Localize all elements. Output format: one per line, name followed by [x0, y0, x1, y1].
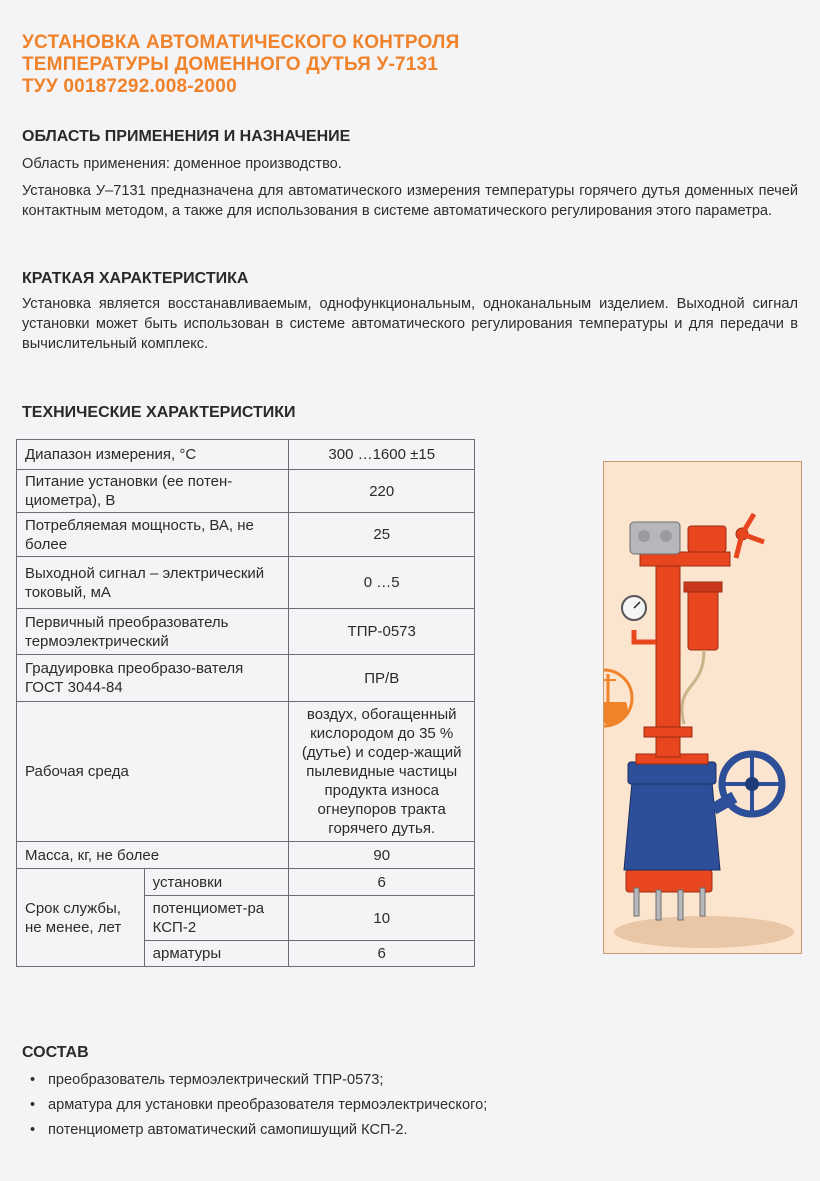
- list-item: [30, 1093, 487, 1118]
- spec-label: Рабочая среда: [17, 702, 289, 842]
- scope-paragraph-1: Область применения: доменное производство.: [22, 156, 342, 172]
- service-item-value: 6: [289, 941, 475, 967]
- bullet-icon: •: [30, 1122, 36, 1138]
- table-row: [17, 557, 475, 609]
- tech-spec-table: [16, 439, 475, 967]
- filter-cylinder: [688, 590, 718, 650]
- spec-value: 0 …5: [289, 557, 475, 609]
- actuator-block: [688, 526, 726, 552]
- list-item: [30, 1068, 487, 1093]
- temperature-symbol-icon: [604, 670, 632, 726]
- spec-label: Потребляемая мощность, ВА, не более: [17, 513, 289, 557]
- list-item-text: преобразователь термоэлектрический ТПР-0573;: [48, 1072, 384, 1088]
- composition-heading: СОСТАВ: [22, 1044, 89, 1061]
- spec-value: 25: [289, 513, 475, 557]
- spec-label: Выходной сигнал – электрический токовый, мА: [17, 557, 289, 609]
- table-row: [17, 513, 475, 557]
- scope-heading: ОБЛАСТЬ ПРИМЕНЕНИЯ И НАЗНАЧЕНИЕ: [22, 128, 351, 145]
- table-row: [17, 655, 475, 702]
- list-item: [30, 1118, 487, 1143]
- list-item-text: потенциометр автоматический самопишущий КСП-2.: [48, 1122, 408, 1138]
- bullet-icon: •: [30, 1072, 36, 1088]
- table-row: [17, 869, 475, 896]
- tech-heading: ТЕХНИЧЕСКИЕ ХАРАКТЕРИСТИКИ: [22, 404, 296, 421]
- spec-label: Градуировка преобразо-вателя ГОСТ 3044-84: [17, 655, 289, 702]
- spec-value: ПР/В: [289, 655, 475, 702]
- valve-body: [624, 782, 720, 870]
- list-item-text: арматура для установки преобразователя термоэлектрического;: [48, 1097, 488, 1113]
- spec-label: Масса, кг, не более: [17, 842, 289, 869]
- handwheel: [711, 754, 782, 814]
- spec-label: Питание установки (ее потен-циометра), В: [17, 470, 289, 513]
- spec-value: воздух, обогащенный кислородом до 35 % (дутье) и содер-жащий пылевидные частицы продукта износа огнеупоров тракта горячего дутья.: [289, 702, 475, 842]
- service-item-label: установки: [144, 869, 289, 896]
- service-item-value: 6: [289, 869, 475, 896]
- spec-label: Диапазон измерения, °С: [17, 440, 289, 470]
- spec-value: 90: [289, 842, 475, 869]
- title-line-2: ТЕМПЕРАТУРЫ ДОМЕННОГО ДУТЬЯ У-7131: [22, 54, 439, 75]
- gauge-pipe: [634, 630, 656, 642]
- bullet-icon: •: [30, 1097, 36, 1113]
- table-row: [17, 702, 475, 842]
- spec-value: 300 …1600 ±15: [289, 440, 475, 470]
- service-item-label: арматуры: [144, 941, 289, 967]
- brief-heading: КРАТКАЯ ХАРАКТЕРИСТИКА: [22, 270, 249, 287]
- title-line-3: ТУУ 00187292.008-2000: [22, 76, 237, 97]
- valve-top-flange: [628, 762, 716, 784]
- thermocouple-head: [630, 522, 680, 554]
- table-row: [17, 842, 475, 869]
- document-title: [22, 32, 459, 98]
- service-item-value: 10: [289, 896, 475, 941]
- service-life-label: Срок службы, не менее, лет: [17, 869, 145, 967]
- brief-paragraph: Установка является восстанавливаемым, однофункциональным, одноканальным изделием. Выходной сигнал установки может быть использован в системе автоматического регулирования температуры и для передачи в вычислительный комплекс.: [22, 296, 798, 352]
- pipe-collar: [644, 727, 692, 737]
- thermocouple-assembly-illustration: [604, 462, 801, 953]
- table-row: [17, 609, 475, 655]
- flexible-hose: [682, 650, 704, 724]
- spec-label: Первичный преобразователь термоэлектрический: [17, 609, 289, 655]
- spec-value: 220: [289, 470, 475, 513]
- product-photo: [603, 461, 802, 954]
- scope-paragraph-2: Установка У–7131 предназначена для автоматического измерения температуры горячего дутья доменных печей контактным методом, а также для использования в системе автоматического регулирования этого параметра.: [22, 183, 798, 219]
- table-row: [17, 440, 475, 470]
- title-line-1: УСТАНОВКА АВТОМАТИЧЕСКОГО КОНТРОЛЯ: [22, 32, 460, 53]
- spec-value: ТПР-0573: [289, 609, 475, 655]
- composition-list: [30, 1068, 487, 1143]
- flange-bolts: [634, 888, 705, 920]
- floor-shadow: [614, 916, 794, 948]
- table-row: [17, 470, 475, 513]
- service-item-label: потенциомет-ра КСП-2: [144, 896, 289, 941]
